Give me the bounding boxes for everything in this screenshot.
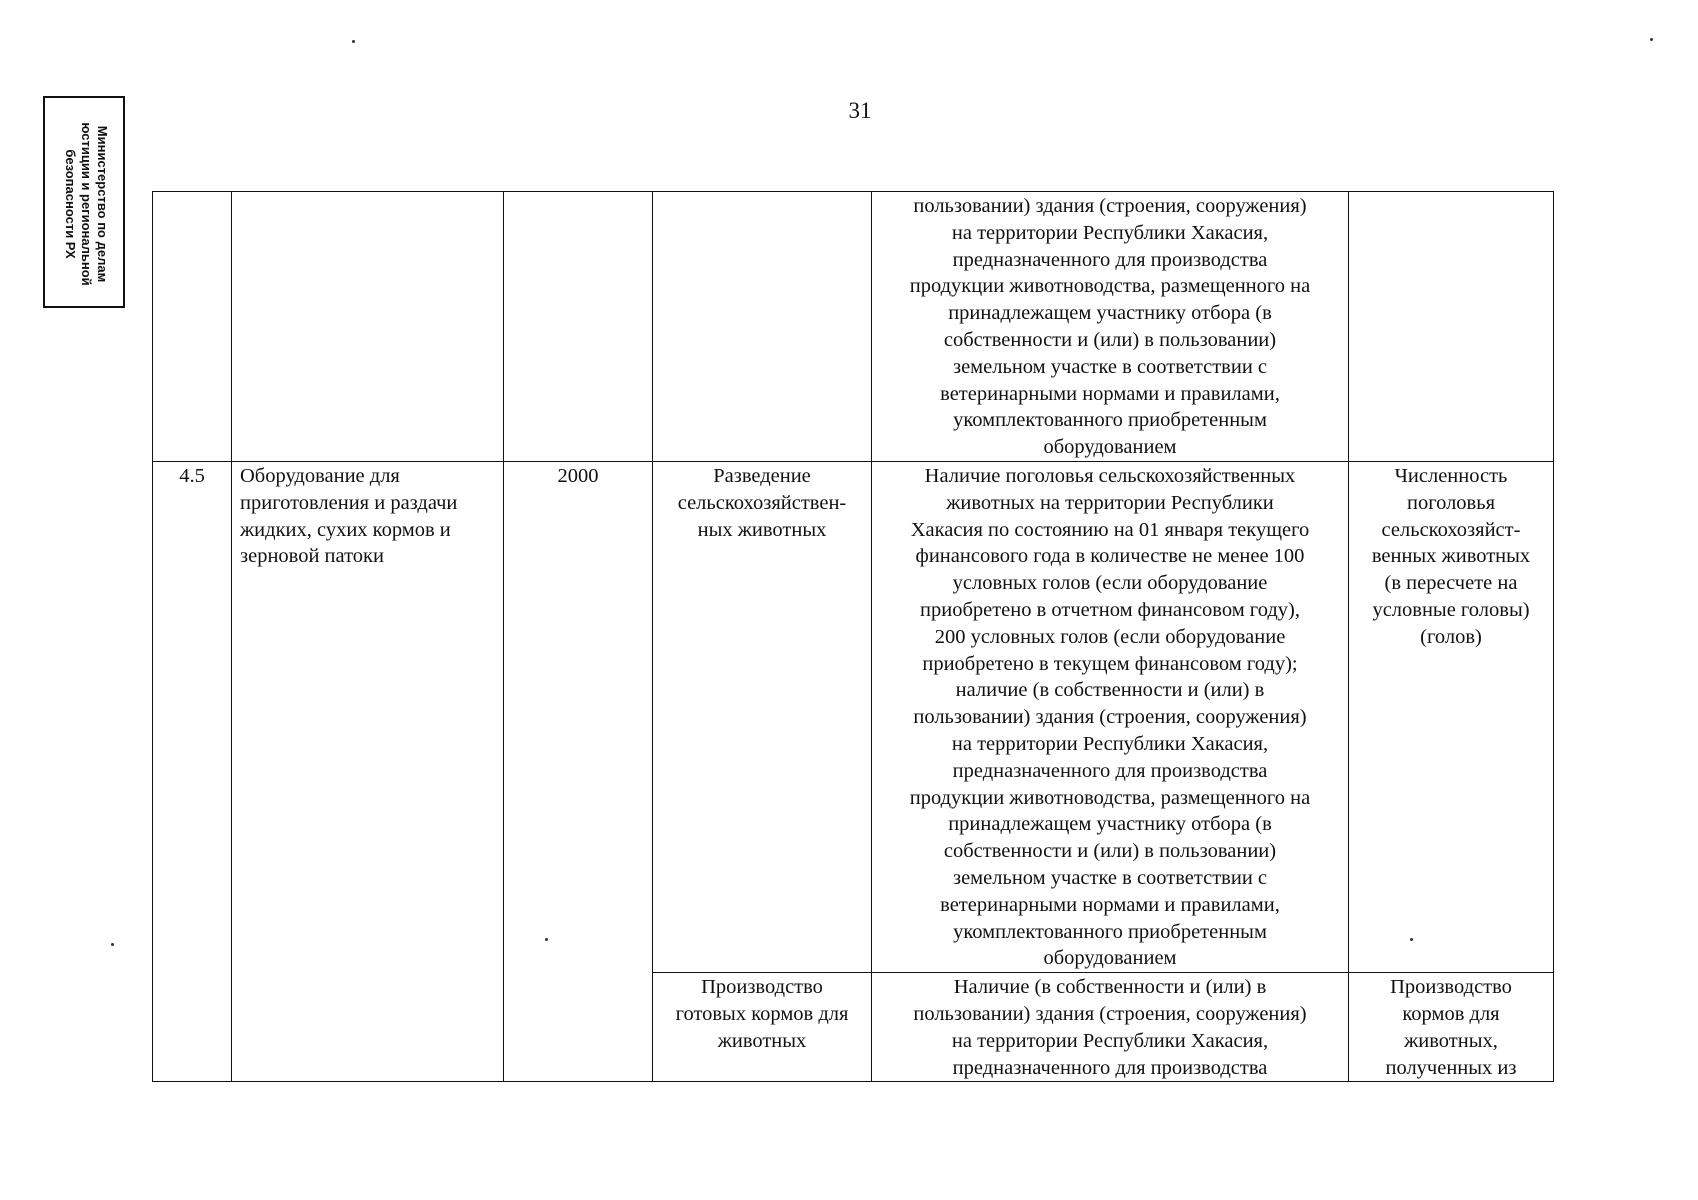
cell-indicator [1349, 973, 1554, 1082]
text-line: жидких, сухих кормов и [240, 518, 451, 541]
text-line: предназначенного для производства [952, 248, 1268, 271]
text-line: на территории Республики Хакасия, [951, 1029, 1269, 1052]
text-line: зерновой патоки [240, 545, 384, 568]
text-line: поголовья [1406, 491, 1496, 514]
text-line: приобретено в текущем финансовом году); [922, 652, 1298, 675]
text-line: наличие (в собственности и (или) в [955, 679, 1265, 702]
cell-direction [653, 192, 872, 462]
text-line: на территории Республики Хакасия, [951, 732, 1269, 755]
cell-num [153, 192, 232, 462]
table-row [153, 192, 1554, 462]
text-line: условных голов (если оборудование [952, 572, 1268, 595]
text-line: Оборудование для [240, 464, 400, 487]
scan-speck [352, 40, 355, 43]
document-table [152, 191, 1554, 1082]
text-line: Численность [1394, 464, 1508, 487]
text-line: собственности и (или) в пользовании) [943, 840, 1277, 863]
text-line: Производство [1390, 976, 1512, 999]
cell-num: 4.5 [153, 461, 232, 1081]
text-line: Наличие поголовья сельскохозяйственных [924, 464, 1296, 487]
cell-amount [504, 192, 653, 462]
text-line: оборудованием [1043, 947, 1177, 970]
text-line: сельскохозяйствен- [677, 491, 847, 514]
cell-equipment [232, 461, 504, 1081]
text-line: пользовании) здания (строения, сооружения) [913, 195, 1307, 217]
text-line: условные головы) [1372, 598, 1530, 621]
stamp-text [46, 101, 125, 307]
cell-criteria [872, 973, 1349, 1082]
text-line: 200 условных голов (если оборудование [934, 625, 1286, 648]
text-line: животных, [1404, 1029, 1498, 1052]
text-line: кормов для [1402, 1002, 1500, 1025]
cell-direction [653, 973, 872, 1082]
scan-speck [1650, 38, 1653, 41]
text-line: приготовления и раздачи [240, 491, 458, 514]
stamp-line: юстиции и региональной [79, 122, 94, 286]
cell-indicator [1349, 461, 1554, 972]
text-line: финансового года в количестве не менее 100 [915, 545, 1305, 568]
cell-indicator [1349, 192, 1554, 462]
text-line: принадлежащем участнику отбора (в [948, 302, 1272, 325]
text-line: Наличие (в собственности и (или) в [953, 976, 1267, 999]
text-line: ветеринарными нормами и правилами, [940, 893, 1280, 916]
stamp-line: безопасности РХ [63, 149, 78, 259]
text-line: животных [717, 1029, 807, 1052]
cell-direction [653, 461, 872, 972]
text-line: ных животных [697, 518, 827, 541]
text-line: предназначенного для производства [952, 759, 1268, 782]
text-line: собственности и (или) в пользовании) [943, 328, 1277, 351]
text-line: Разведение [713, 464, 811, 487]
text-line: пользовании) здания (строения, сооружения) [913, 1002, 1307, 1025]
text-line: (голов) [1420, 625, 1482, 648]
text-line: оборудованием [1043, 436, 1177, 459]
text-line: (в пересчете на [1384, 572, 1518, 595]
text-line: на территории Республики Хакасия, [951, 221, 1269, 244]
text-line: укомплектованного приобретенным [953, 409, 1267, 432]
cell-criteria [872, 192, 1349, 462]
ministry-stamp [43, 96, 125, 308]
text-line: приобретено в отчетном финансовом году), [920, 598, 1300, 621]
text-line: венных животных [1371, 545, 1531, 568]
text-line: Производство [701, 976, 823, 999]
text-line: пользовании) здания (строения, сооружения) [913, 706, 1307, 729]
page-number: 31 [848, 98, 872, 123]
text-line: принадлежащем участнику отбора (в [948, 813, 1272, 836]
cell-criteria [872, 461, 1349, 972]
scan-speck [111, 943, 114, 946]
text-line: земельном участке в соответствии с [952, 866, 1268, 889]
text-line: продукции животноводства, размещенного на [909, 275, 1311, 298]
cell-amount: 2000 [504, 461, 653, 1081]
text-line: ветеринарными нормами и правилами, [940, 382, 1280, 405]
text-line: укомплектованного приобретенным [953, 920, 1267, 943]
stamp-line: Министерство по делам [95, 125, 110, 283]
text-line: земельном участке в соответствии с [952, 355, 1268, 378]
text-line: готовых кормов для [675, 1002, 849, 1025]
text-line: сельскохозяйст- [1381, 518, 1521, 541]
text-line: предназначенного для производства [952, 1056, 1268, 1079]
table-row [153, 461, 1554, 972]
text-line: животных на территории Республики [946, 491, 1274, 514]
text-line: продукции животноводства, размещенного на [909, 786, 1311, 809]
cell-equipment [232, 192, 504, 462]
text-line: Хакасия по состоянию на 01 января текущего [910, 518, 1310, 541]
text-line: полученных из [1385, 1056, 1517, 1079]
